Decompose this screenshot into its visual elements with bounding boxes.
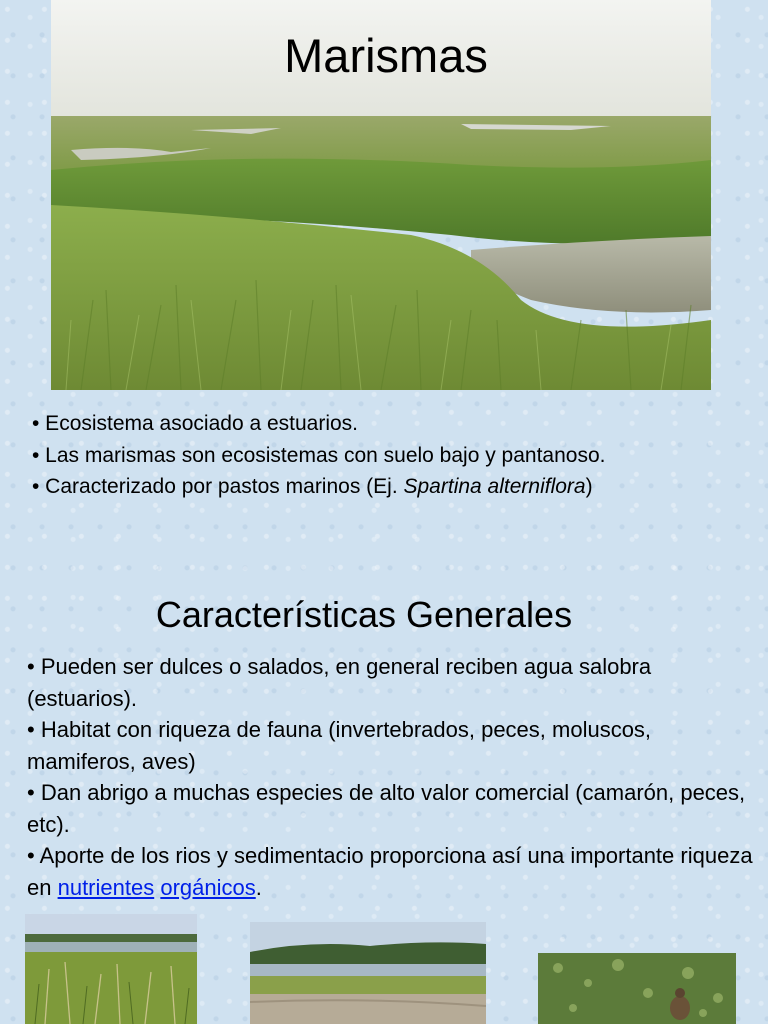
intro-bullet-text: • Caracterizado por pastos marinos (Ej. xyxy=(32,475,404,498)
characteristic-bullet: • Pueden ser dulces o salados, en general reciben agua salobra (estuarios). xyxy=(27,654,652,711)
species-name: Spartina alterniflora xyxy=(403,475,586,498)
intro-bullet-list xyxy=(32,408,762,503)
section-heading: Características Generales xyxy=(155,594,573,635)
marsh-grass-photo xyxy=(25,914,197,1024)
characteristic-bullet: • Dan abrigo a muchas especies de alto valor comercial (camarón, peces, etc). xyxy=(27,780,746,837)
nutrientes-link[interactable]: nutrientes xyxy=(57,874,155,900)
characteristic-bullet xyxy=(27,840,762,903)
characteristic-bullet: • Habitat con riqueza de fauna (invertebrados, peces, moluscos, mamiferos, aves) xyxy=(27,717,652,774)
characteristic-period: . xyxy=(255,874,262,900)
intro-bullet: • Las marismas son ecosistemas con suelo bajo y pantanoso. xyxy=(32,443,606,467)
characteristic-text: • Aporte de los rios y sedimentacio proporciona así una importante riqueza en xyxy=(27,843,753,900)
characteristics-list xyxy=(27,651,762,903)
intro-bullet xyxy=(32,471,762,503)
intro-bullet: • Ecosistema asociado a estuarios. xyxy=(32,412,359,435)
intro-bullet-text-end: ) xyxy=(585,475,593,498)
tidal-flat-photo xyxy=(250,922,486,1024)
slide-title: Marismas xyxy=(284,29,488,82)
bird-in-marsh-photo xyxy=(538,953,736,1024)
organicos-link[interactable]: orgánicos xyxy=(160,874,256,900)
